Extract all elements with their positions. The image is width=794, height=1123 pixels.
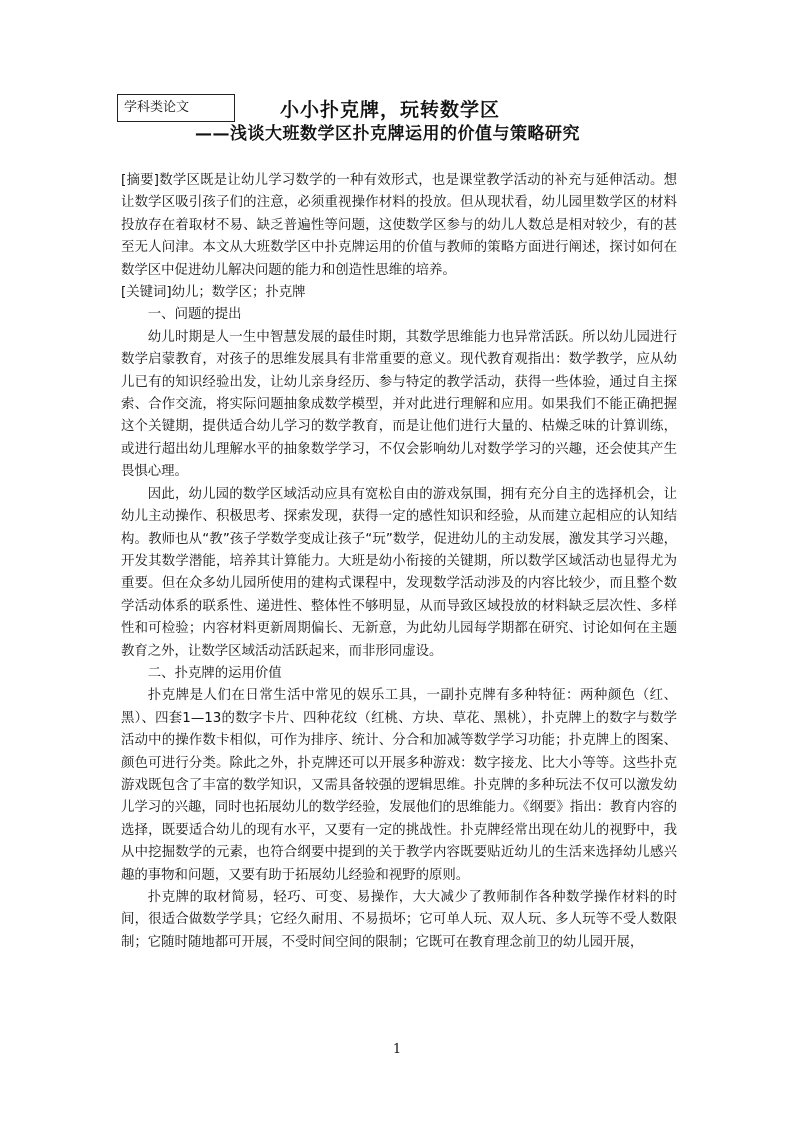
page-number: 1 bbox=[392, 1042, 402, 1057]
keywords-line: [关键词]幼儿；数学区；扑克牌 bbox=[121, 285, 306, 301]
paragraph: 扑克牌的取材简易，轻巧、可变、易操作，大大减少了教师制作各种数学操作材料的时间，很适合做数学学具；它经久耐用、不易损坏；它可单人玩、双人玩、多人玩等不受人数限制；它随时随地都可开展，不受时间空间的限制；它既可在教育理念前卫的幼儿园开展， bbox=[121, 890, 677, 950]
paragraph: 扑克牌是人们在日常生活中常见的娱乐工具，一副扑克牌有多种特征：两种颜色（红、黑）、四套1—13的数字卡片、四种花纹（红桃、方块、草花、黑桃），扑克牌上的数字与数学活动中的操作数卡相似，可作为排序、统计、分合和加减等数学学习功能；扑克牌上的图案、颜色可进行分类。除此之外，扑克牌还可以开展多种游戏：数字接龙、比大小等等。这些扑克游戏既包含了丰富的数学知识，又需具备较强的逻辑思维。扑克牌的多种玩法不仅可以激发幼儿学习的兴趣，同时也拓展幼儿的数学经验，发展他们的思维能力。《纲要》指出：教育内容的选择，既要适合幼儿的现有水平，又要有一定的挑战性。扑克牌经常出现在幼儿的视野中，我从中挖掘数学的元素，也符合纲要中提到的关于教学内容既要贴近幼儿的生活来选择幼儿感兴趣的事物和问题，又要有助于拓展幼儿经验和视野的原则。 bbox=[121, 688, 677, 883]
document-subtitle: ——浅谈大班数学区扑克牌运用的价值与策略研究 bbox=[195, 124, 580, 144]
document-body bbox=[121, 170, 677, 954]
section-heading-1: 一、问题的提出 bbox=[147, 307, 242, 323]
abstract-paragraph: [摘要]数学区既是让幼儿学习数学的一种有效形式，也是课堂教学活动的补充与延伸活动。想让数学区吸引孩子们的注意，必须重视操作材料的投放。但从现状看，幼儿园里数学区的材料投放存在着取材不易、缺乏普遍性等问题，这使数学区参与的幼儿人数总是相对较少，有的甚至无人问津。本文从大班数学区中扑克牌运用的价值与教师的策略方面进行阐述，探讨如何在数学区中促进幼儿解决问题的能力和创造性思维的培养。 bbox=[121, 173, 677, 278]
paragraph: 幼儿时期是人一生中智慧发展的最佳时期，其数学思维能力也异常活跃。所以幼儿园进行数学启蒙教育，对孩子的思维发展具有非常重要的意义。现代教育观指出：数学教学，应从幼儿已有的知识经验出发，让幼儿亲身经历、参与特定的教学活动，获得一些体验，通过自主探索、合作交流，将实际问题抽象成数学模型，并对此进行理解和应用。如果我们不能正确把握这个关键期，提供适合幼儿学习的数学教育，而是让他们进行大量的、枯燥乏味的计算训练，或进行超出幼儿理解水平的抽象数学学习，不仅会影响幼儿对数学学习的兴趣，还会使其产生畏惧心理。 bbox=[121, 329, 677, 480]
article-category-box: 学科类论文 bbox=[117, 94, 235, 122]
document-title: 小小扑克牌，玩转数学区 bbox=[280, 99, 501, 121]
section-heading-2: 二、扑克牌的运用价值 bbox=[147, 665, 282, 681]
paragraph: 因此，幼儿园的数学区域活动应具有宽松自由的游戏氛围，拥有充分自主的选择机会，让幼儿主动操作、积极思考、探索发现，获得一定的感性知识和经验，从而建立起相应的认知结构。教师也从“教”孩子学数学变成让孩子“玩”数学，促进幼儿的主动发展，激发其学习兴趣，开发其数学潜能，培养其计算能力。大班是幼小衔接的关键期，所以数学区域活动也显得尤为重要。但在众多幼儿园所使用的建构式课程中，发现数学活动涉及的内容比较少，而且整个数学活动体系的联系性、递进性、整体性不够明显，从而导致区域投放的材料缺乏层次性、多样性和可检验；内容材料更新周期偏长、无新意，为此幼儿园每学期都在研究、讨论如何在主题教育之外，让数学区域活动活跃起来，而非形同虚设。 bbox=[121, 486, 677, 659]
